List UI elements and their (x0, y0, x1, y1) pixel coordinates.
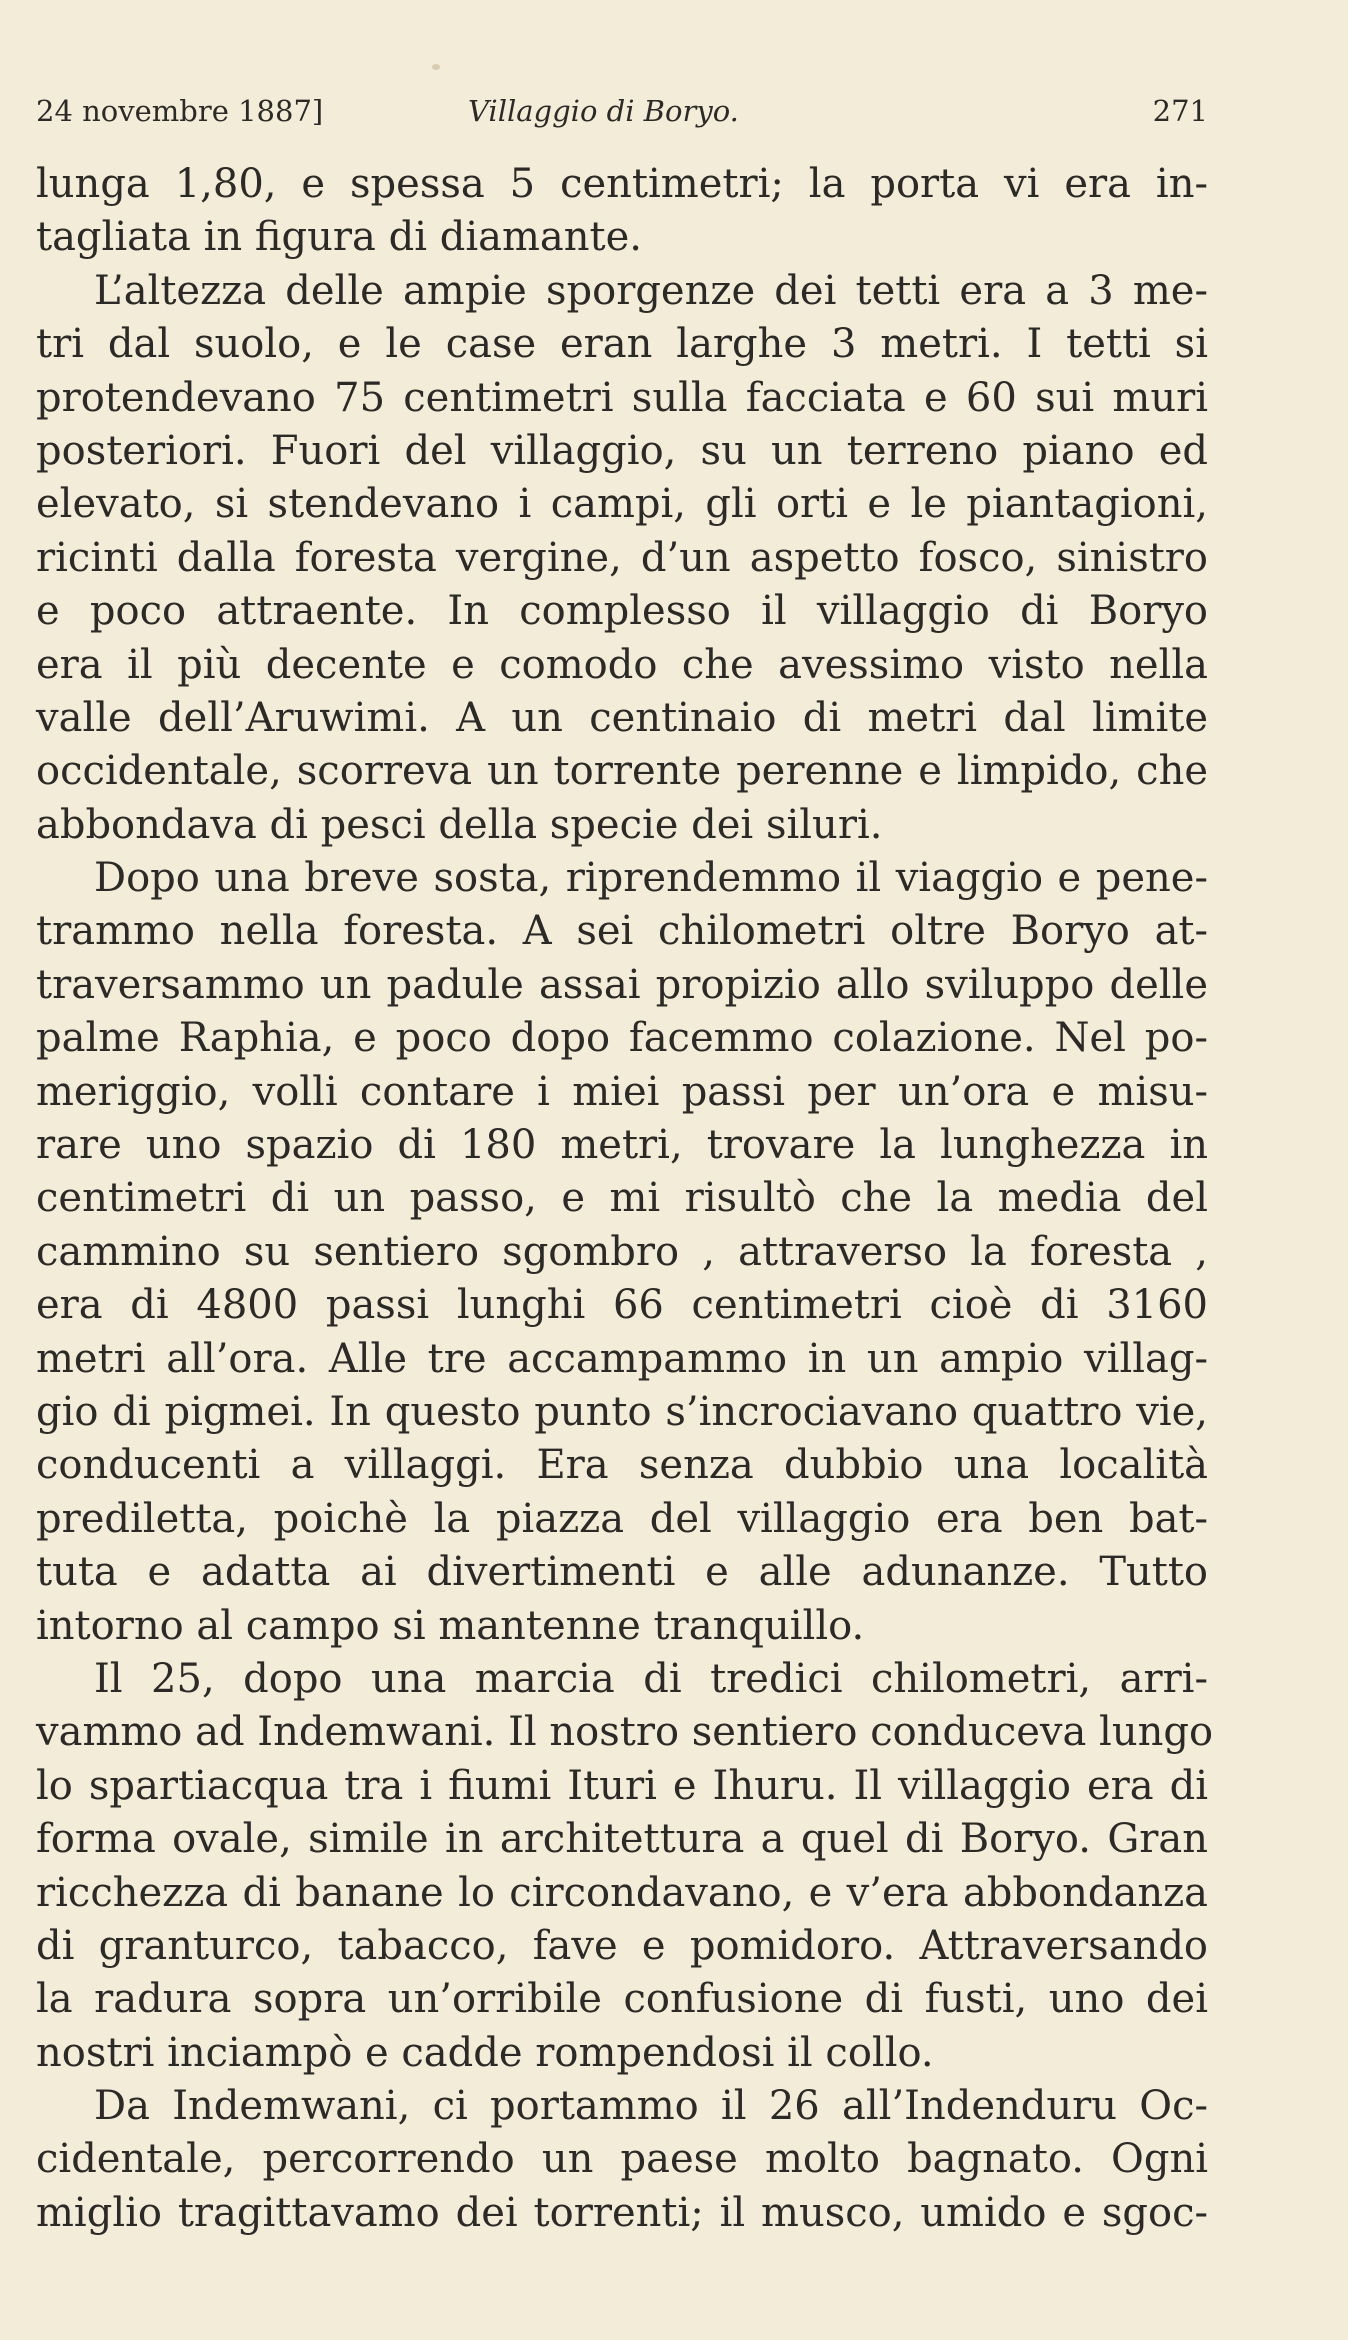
text-line: miglio tragittavamo dei torrenti; il musco, umido e sgoc- (36, 2189, 1208, 2236)
header-title: Villaggio di Boryo. (468, 94, 739, 128)
text-line: lo spartiacqua tra i fiumi Ituri e Ihuru. Il villaggio era di (36, 1762, 1208, 1809)
text-line: cammino su sentiero sgombro , attraverso la foresta , (36, 1228, 1208, 1275)
body-text (36, 158, 1214, 2240)
text-line: metri all’ora. Alle tre accampammo in un ampio villag- (36, 1335, 1208, 1382)
text-line: lunga 1,80, e spessa 5 centimetri; la porta vi era in- (36, 161, 1208, 207)
text-line: Il 25, dopo una marcia di tredici chilometri, arri- (94, 1655, 1208, 1702)
text-line: e poco attraente. In complesso il villaggio di Boryo (36, 588, 1208, 635)
text-line: traversammo un padule assai propizio allo sviluppo delle (36, 961, 1208, 1008)
text-line: intorno al campo si mantenne tranquillo. (36, 1602, 865, 1649)
text-line: occidentale, scorreva un torrente perenne e limpido, che (36, 748, 1208, 795)
text-line: abbondava di pesci della specie dei siluri. (36, 801, 883, 848)
running-header (36, 88, 1208, 134)
text-line: gio di pigmei. In questo punto s’incrociavano quattro vie, (36, 1388, 1208, 1435)
text-line: posteriori. Fuori del villaggio, su un terreno piano ed (36, 427, 1208, 474)
text-line: di granturco, tabacco, fave e pomidoro. Attraversando (36, 1922, 1208, 1969)
text-line: trammo nella foresta. A sei chilometri oltre Boryo at- (36, 908, 1208, 955)
text-line: Dopo una breve sosta, riprendemmo il viaggio e pene- (94, 855, 1208, 902)
header-date: 24 novembre 1887] (36, 94, 324, 128)
text-line: era di 4800 passi lunghi 66 centimetri cioè di 3160 (36, 1282, 1208, 1329)
text-line: ricchezza di banane lo circondavano, e v’era abbondanza (36, 1869, 1208, 1916)
paper-stain (432, 64, 440, 70)
text-line: L’altezza delle ampie sporgenze dei tetti era a 3 me- (94, 267, 1208, 314)
text-line: tuta e adatta ai divertimenti e alle adunanze. Tutto (36, 1549, 1208, 1596)
text-line: conducenti a villaggi. Era senza dubbio una località (36, 1442, 1208, 1489)
text-line: rare uno spazio di 180 metri, trovare la lunghezza in (36, 1122, 1208, 1169)
text-line: era il più decente e comodo che avessimo visto nella (36, 641, 1208, 688)
text-line: cidentale, percorrendo un paese molto bagnato. Ogni (36, 2136, 1208, 2183)
page-number: 271 (1152, 94, 1208, 128)
text-line: Da Indemwani, ci portammo il 26 all’Indenduru Oc- (94, 2083, 1208, 2130)
text-line: tagliata in figura di diamante. (36, 214, 642, 261)
text-line: vammo ad Indemwani. Il nostro sentiero conduceva lungo (36, 1709, 1214, 1756)
text-line: valle dell’Aruwimi. A un centinaio di metri dal limite (36, 694, 1208, 741)
text-line: la radura sopra un’orribile confusione di fusti, uno dei (36, 1976, 1208, 2023)
text-line: ricinti dalla foresta vergine, d’un aspetto fosco, sinistro (36, 534, 1208, 581)
text-line: prediletta, poichè la piazza del villaggio era ben bat- (36, 1495, 1208, 1542)
text-line: forma ovale, simile in architettura a quel di Boryo. Gran (36, 1816, 1208, 1863)
text-line: palme Raphia, e poco dopo facemmo colazione. Nel po- (36, 1015, 1208, 1062)
text-line: tri dal suolo, e le case eran larghe 3 metri. I tetti si (36, 321, 1208, 368)
text-line: centimetri di un passo, e mi risultò che la media del (36, 1175, 1208, 1222)
text-line: elevato, si stendevano i campi, gli orti e le piantagioni, (36, 481, 1208, 528)
text-line: protendevano 75 centimetri sulla facciata e 60 sui muri (36, 374, 1208, 421)
text-line: nostri inciampò e cadde rompendosi il collo. (36, 2029, 934, 2076)
text-line: meriggio, volli contare i miei passi per un’ora e misu- (36, 1068, 1208, 1115)
